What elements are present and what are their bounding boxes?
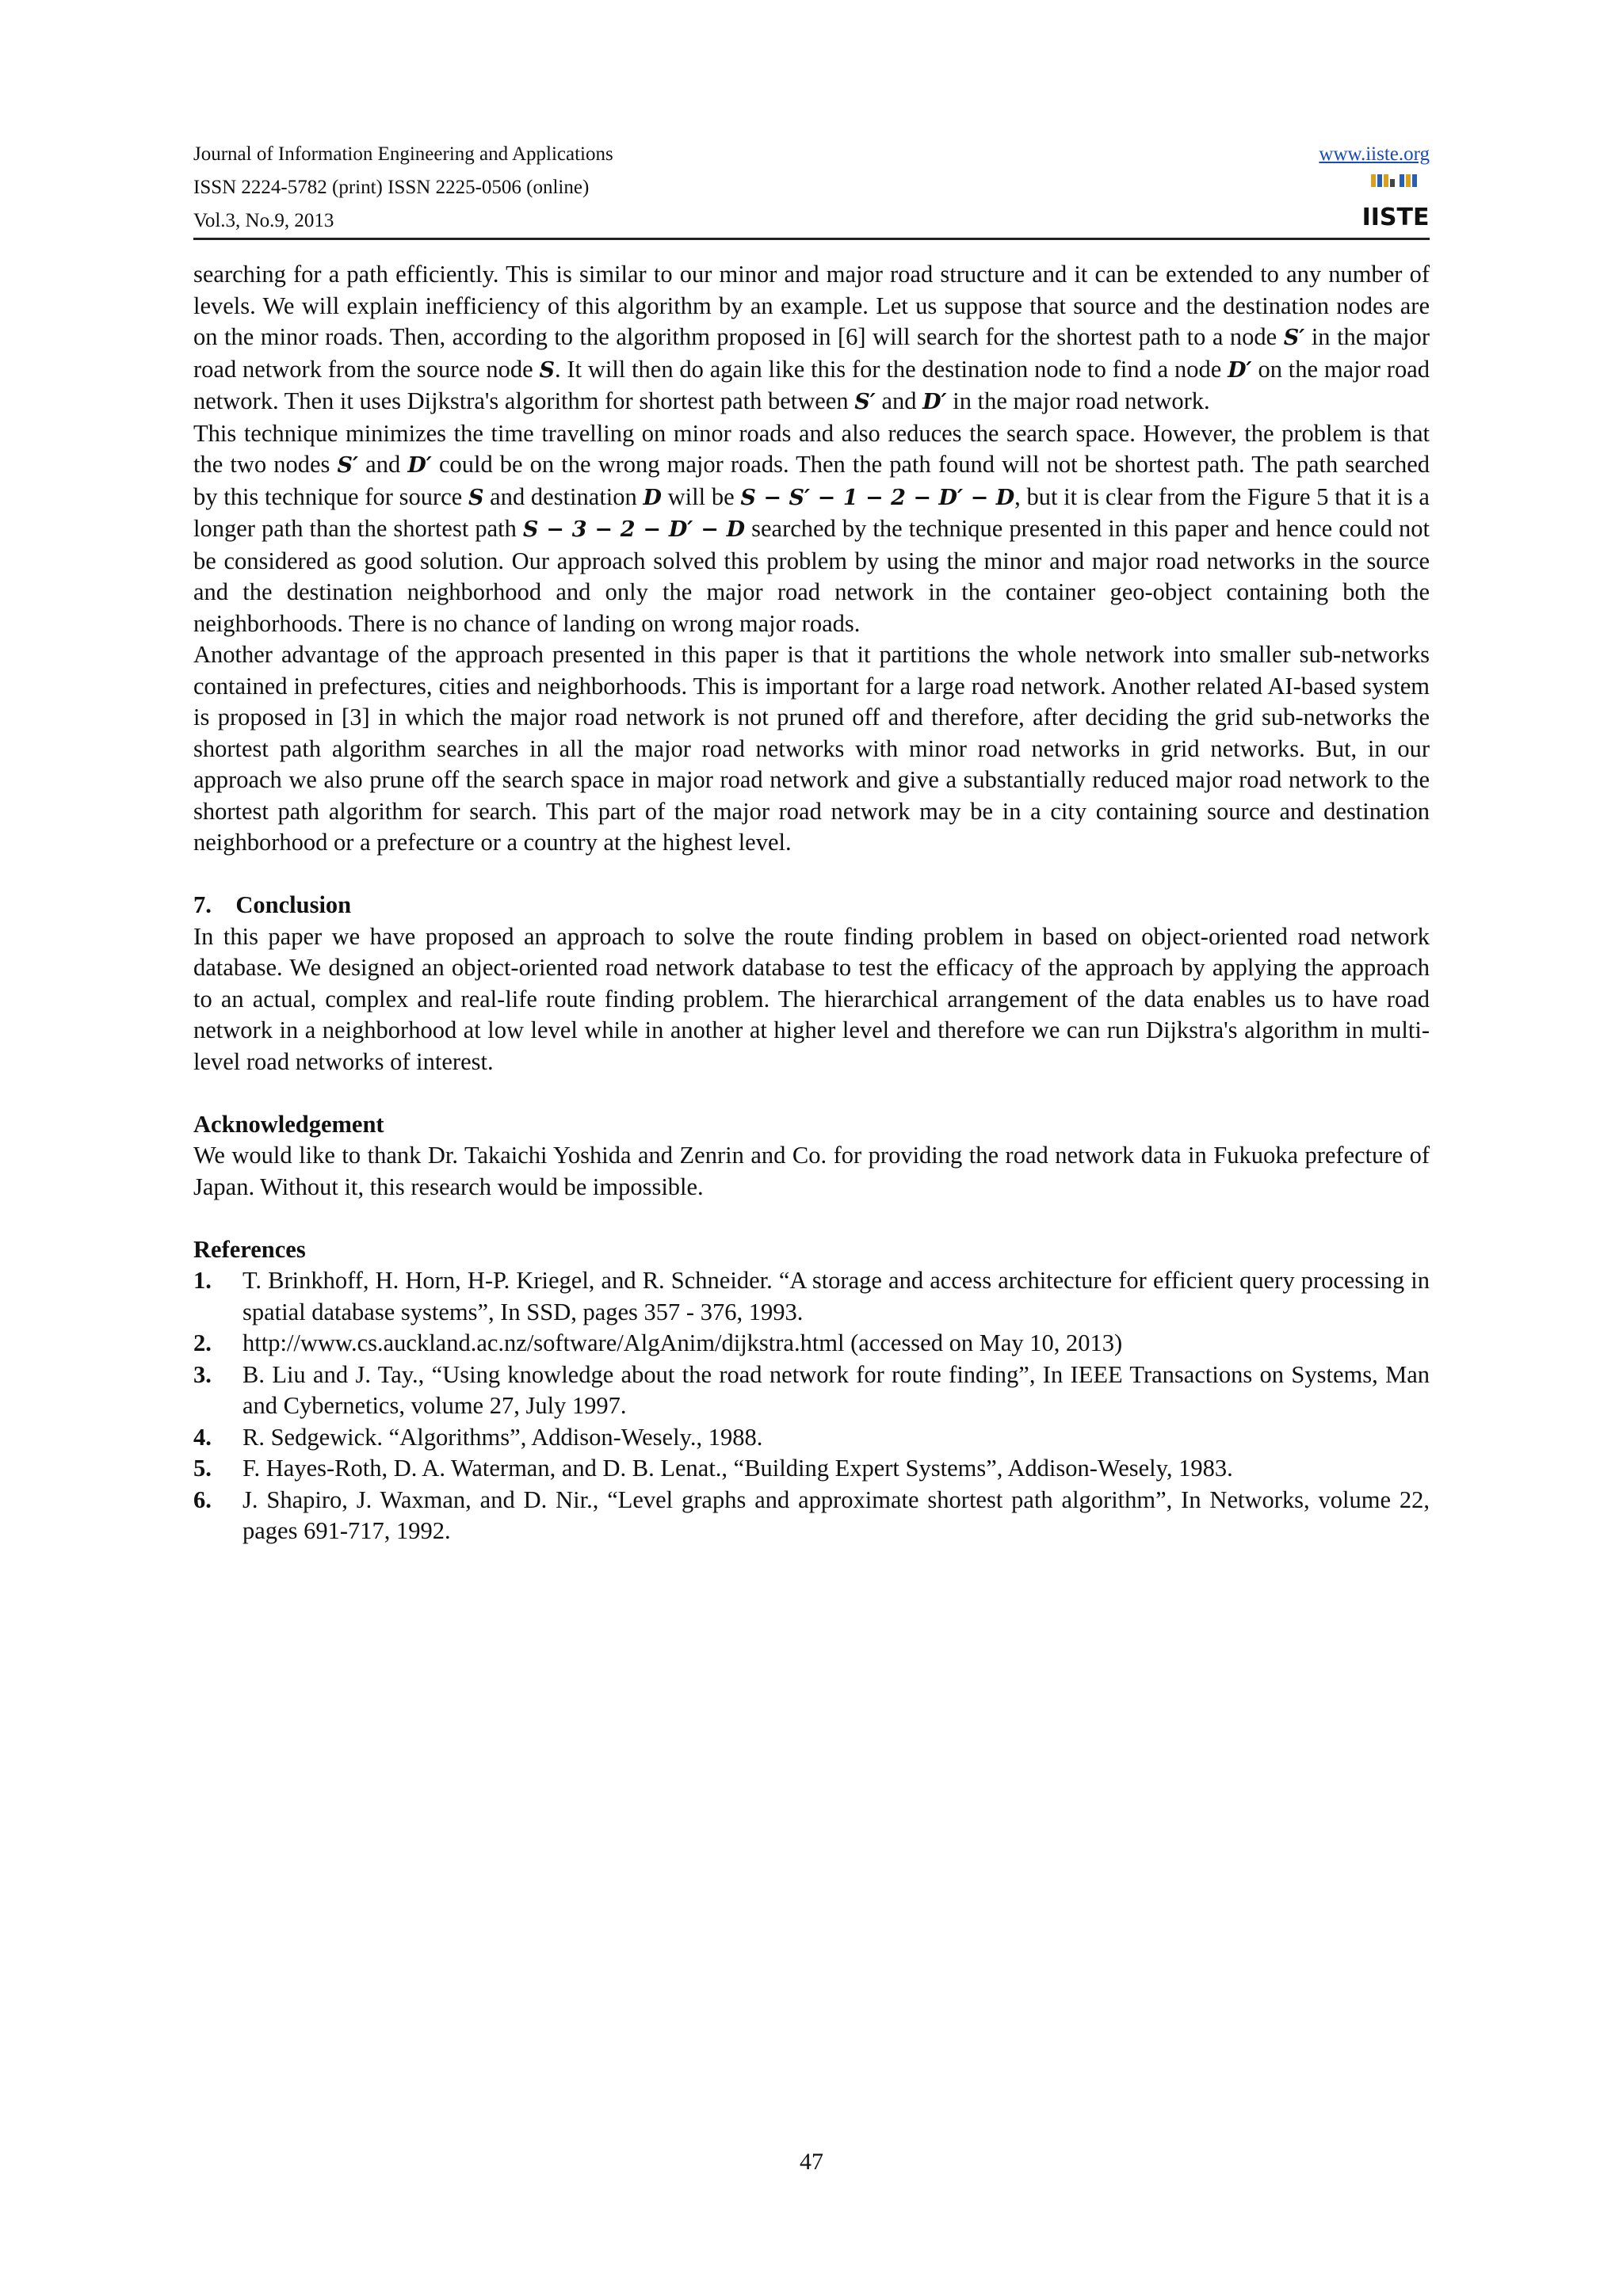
page-body — [193, 259, 1430, 1547]
paragraph: Another advantage of the approach presented in this paper is that it partitions the whole network into smaller sub-networks contained in prefectures, cities and neighborhoods. This is important for a large road network. Another related AI-based system is proposed in [3] in which the major road network is not pruned off and therefore, after deciding the grid sub-networks the shortest path algorithm searches in all the major road networks with minor road networks in grid networks. But, in our approach we also prune off the search space in major road network and give a substantially reduced major road network to the shortest path algorithm for search. This part of the major road network may be in a city containing source and destination neighborhood or a prefecture or a country at the highest level. — [193, 641, 1430, 856]
reference-item: 4. R. Sedgewick. “Algorithms”, Addison-Wesely., 1988. — [193, 1423, 763, 1451]
reference-list — [193, 1265, 1430, 1547]
conclusion-text: In this paper we have proposed an approach to solve the route finding problem in based on object-oriented road network database. We designed an object-oriented road network database to test the efficacy of the approach by applying the approach to an actual, complex and real-life route finding problem. The hierarchical arrangement of the data enables us to have road network in a neighborhood at low level while in another at higher level and therefore we can run Dijkstra's algorithm in multi-level road networks of interest. — [193, 922, 1430, 1075]
reference-item: 3. B. Liu and J. Tay., “Using knowledge about the road network for route finding”, In IEEE Transactions on Systems, Man and Cybernetics, volume 27, July 1997. — [193, 1360, 1430, 1419]
journal-url-link[interactable]: www.iiste.org — [1319, 143, 1430, 165]
references-heading: References — [193, 1235, 306, 1263]
reference-item: 6. J. Shapiro, J. Waxman, and D. Nir., “Level graphs and approximate shortest path algorithm”, In Networks, volume 22, pages 691-717, 1992. — [193, 1486, 1430, 1544]
reference-item: 1. T. Brinkhoff, H. Horn, H-P. Kriegel, and R. Schneider. “A storage and access architecture for efficient query processing in spatial database systems”, In SSD, pages 357 - 376, 1993. — [193, 1267, 1430, 1325]
conclusion-heading: 7. Conclusion — [193, 891, 352, 918]
acknowledgement-heading: Acknowledgement — [193, 1110, 384, 1138]
page-number: 47 — [800, 2149, 823, 2175]
acknowledgement-text: We would like to thank Dr. Takaichi Yoshida and Zenrin and Co. for providing the road network data in Fukuoka prefecture of Japan. Without it, this research would be impossible. — [193, 1142, 1430, 1200]
volume-line: Vol.3, No.9, 2013 — [193, 210, 334, 231]
journal-name: Journal of Information Engineering and Applications — [193, 143, 613, 165]
issn-line: ISSN 2224-5782 (print) ISSN 2225-0506 (online) — [193, 177, 590, 198]
logo-text: IISTE — [1361, 204, 1430, 231]
reference-item: 2. http://www.cs.auckland.ac.nz/software/AlgAnim/dijkstra.html (accessed on May 10, 2013) — [193, 1329, 1123, 1356]
reference-item: 5. F. Hayes-Roth, D. A. Waterman, and D. B. Lenat., “Building Expert Systems”, Addison-Wesely, 1983. — [193, 1455, 1233, 1482]
page-header — [193, 135, 1430, 240]
paragraph: searching for a path efficiently. This is similar to our minor and major road structure and it can be extended to any number of levels. We will explain inefficiency of this algorithm by an example. Let us suppose that source and the destination nodes are on the minor roads. Then, according to the algorithm proposed in [6] will search for the shortest path to a node S′ in the major road network from the source node S. It will then do again like this for the destination node to find a node D′ on the major road network. Then it uses Dijkstra's algorithm for shortest path between S′ and D′ in the major road network. — [193, 261, 1430, 414]
iiste-logo — [1361, 171, 1430, 231]
paragraph: This technique minimizes the time travelling on minor roads and also reduces the search space. However, the problem is that the two nodes S′ and D′ could be on the wrong major roads. Then the path found will not be shortest path. The path searched by this technique for source S and destination D will be S − S′ − 1 − 2 − D′ − D, but it is clear from the Figure 5 that it is a longer path than the shortest path S − 3 − 2 − D′ − D searched by the technique presented in this paper and hence could not be considered as good solution. Our approach solved this problem by using the minor and major road networks in the source and the destination neighborhood and only the major road network in the container geo-object containing both the neighborhoods. There is no chance of landing on wrong major roads. — [193, 419, 1430, 637]
